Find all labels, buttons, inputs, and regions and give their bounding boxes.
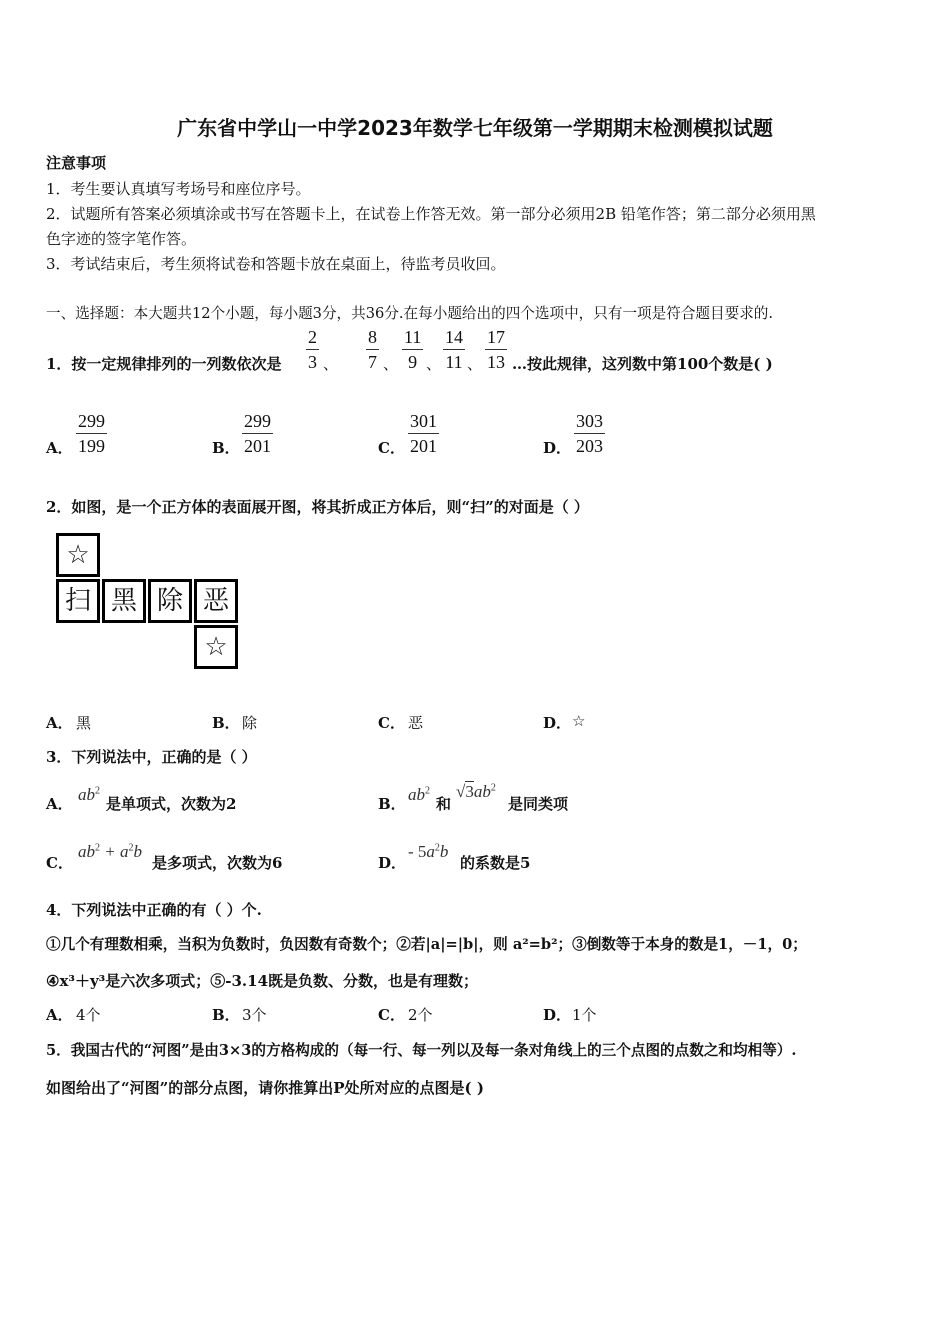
q4-option-text: 1个 xyxy=(572,1006,597,1024)
math-expression: $ab^2 + a^2b$ xyxy=(78,842,142,861)
q1-separator: 、 xyxy=(426,355,442,373)
q4-option-label: C． xyxy=(378,1006,405,1024)
q2-option-label: D． xyxy=(543,714,572,732)
q5-text: 5．我国古代的“河图”是由3×3的方格构成的（每一行、每一列以及每一条对角线上的三个点图的点数之和均相等）. xyxy=(46,1042,797,1059)
q4-option-label: D． xyxy=(543,1006,572,1024)
math-expression: - $5a^2b$ xyxy=(408,842,449,861)
notice-item: 色字迹的签字笔作答。 xyxy=(46,230,197,248)
q3-option-text: 的系数是5 xyxy=(460,854,531,872)
q1-option-fraction: $\frac{303}{203}$ xyxy=(576,411,603,456)
q3-option-text: 是多项式，次数为6 xyxy=(152,854,283,872)
net-cell: 恶 xyxy=(194,579,238,623)
q1-suffix: …按此规律，这列数中第100个数是( ) xyxy=(512,355,773,373)
q1-option-label: A． xyxy=(46,439,73,457)
q1-fraction: $\frac{8}{7}$ xyxy=(368,327,377,372)
q4-option-label: B． xyxy=(212,1006,240,1024)
q1-option-label: D． xyxy=(543,439,572,457)
q1-separator: 、 xyxy=(323,355,339,373)
net-cell: 除 xyxy=(148,579,192,623)
math-expression: $ab^2$ xyxy=(408,785,430,804)
q4-option-label: A． xyxy=(46,1006,73,1024)
q1-option-fraction: $\frac{299}{199}$ xyxy=(78,411,105,456)
q1-option-fraction: $\frac{299}{201}$ xyxy=(244,411,271,456)
q1-separator: 、 xyxy=(467,355,483,373)
q3-option-text: 是同类项 xyxy=(508,795,569,813)
net-cell-bottom: ☆ xyxy=(194,625,238,669)
q2-option-text: 除 xyxy=(242,714,258,732)
q2-option-label: B． xyxy=(212,714,240,732)
q3-option-label: D． xyxy=(378,854,407,872)
q1-fraction: $\frac{17}{13}$ xyxy=(487,327,505,372)
q4-option-text: 4个 xyxy=(76,1006,101,1024)
q1-separator: 、 xyxy=(383,355,399,373)
q1-fraction: $\frac{11}{9}$ xyxy=(404,327,422,372)
q3-option-label: C． xyxy=(46,854,73,872)
net-cell: 黑 xyxy=(102,579,146,623)
net-cell: 扫 xyxy=(56,579,100,623)
net-cell-top: ☆ xyxy=(56,533,100,577)
q4-statement: ④x³＋y³是六次多项式；⑤-3.14既是负数、分数，也是有理数； xyxy=(46,972,479,990)
notice-item: 3．考试结束后，考生须将试卷和答题卡放在桌面上，待监考员收回。 xyxy=(46,255,506,273)
q3-text: 3．下列说法中，正确的是（ ） xyxy=(46,748,257,766)
q2-option-label: A． xyxy=(46,714,73,732)
q1-fraction: $\frac{14}{11}$ xyxy=(445,327,463,372)
q3-option-text: 是单项式，次数为2 xyxy=(106,795,237,813)
q1-option-fraction: $\frac{301}{201}$ xyxy=(410,411,437,456)
math-expression: $√3ab^2$ xyxy=(456,782,496,801)
notice-heading: 注意事项 xyxy=(46,154,107,172)
q2-option-text: ☆ xyxy=(572,712,586,730)
q2-option-text: 黑 xyxy=(76,714,92,732)
q3-option-label: B． xyxy=(378,795,406,813)
q4-option-text: 3个 xyxy=(242,1006,267,1024)
q2-option-label: C． xyxy=(378,714,405,732)
q2-option-text: 恶 xyxy=(408,714,424,732)
q3-option-connector: 和 xyxy=(436,795,452,813)
notice-item: 1．考生要认真填写考场号和座位序号。 xyxy=(46,180,311,198)
math-expression: $ab^2$ xyxy=(78,785,100,804)
q1-option-label: C． xyxy=(378,439,405,457)
q4-statement: ①几个有理数相乘，当积为负数时，负因数有奇数个；②若|a|=|b|，则 a²=b²；③倒数等于本身的数是1，－1，0； xyxy=(46,936,807,953)
q5-text: 如图给出了“河图”的部分点图，请你推算出P处所对应的点图是( ) xyxy=(46,1079,484,1097)
q3-option-label: A． xyxy=(46,795,73,813)
q4-option-text: 2个 xyxy=(408,1006,433,1024)
q4-text: 4．下列说法中正确的有（ ）个. xyxy=(46,901,262,919)
q1-option-label: B． xyxy=(212,439,240,457)
notice-item: 2．试题所有答案必须填涂或书写在答题卡上，在试卷上作答无效。第一部分必须用2B 铅笔作答；第二部分必须用黑 xyxy=(46,205,816,223)
q1-prefix: 1．按一定规律排列的一列数依次是 xyxy=(46,355,282,373)
page-title: 广东省中学山一中学2023年数学七年级第一学期期末检测模拟试题 xyxy=(177,116,773,140)
q2-text: 2．如图，是一个正方体的表面展开图，将其折成正方体后，则“扫”的对面是（ ） xyxy=(46,498,589,516)
section-heading: 一、选择题：本大题共12个小题，每小题3分，共36分.在每小题给出的四个选项中，只有一项是符合题目要求的. xyxy=(46,305,774,322)
q1-fraction: $\frac{2}{3}$ xyxy=(308,327,317,372)
